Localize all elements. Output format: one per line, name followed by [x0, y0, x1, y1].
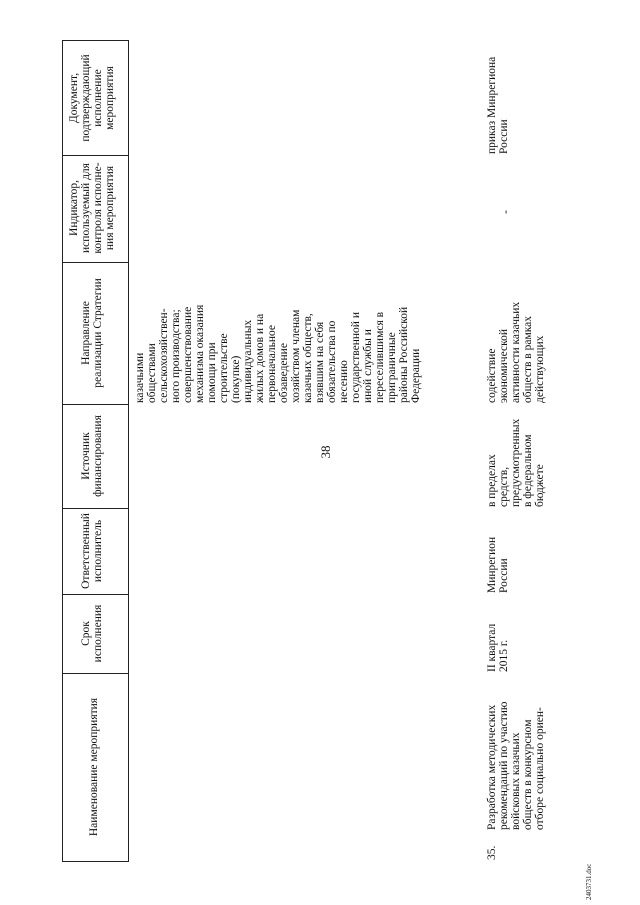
- row-35-direction: содействие экономической активности казачьих обществ в рамках действующих: [486, 301, 546, 403]
- row-35-indicator: -: [500, 210, 512, 214]
- row-35-responsible: Минрегион России: [486, 536, 510, 593]
- header-funding: Источник финансирования: [80, 415, 104, 497]
- row-35-number: 35.: [486, 845, 498, 860]
- row-35-term: II квартал 2015 г.: [486, 623, 510, 672]
- header-responsible: Ответственный исполнитель: [80, 513, 104, 589]
- row-35-doc: приказ Минрегиона России: [486, 56, 510, 154]
- table-bottom-edge: [62, 861, 129, 862]
- page-number: 38: [318, 445, 333, 459]
- row-continuation-direction: казачьими обществами сельскохозяйствен- ного производства; совершенствование механизма оказания помощи при строительстве (покупке) индивидуальных жилых домов и на первоначальное обзаведение хозяйством членам казачьих обществ, взявшим на себя обязательства по несению государственной и иной службы и переселившимся в приграничные районы Российской Федерации: [134, 304, 422, 403]
- header-row-divider: [128, 40, 129, 862]
- header-term: Срок исполнения: [80, 604, 104, 663]
- header-indicator: Индикатор, используемый для контроля исполне- ния мероприятия: [68, 162, 116, 254]
- header-direction: Направление реализации Стратегии: [80, 278, 104, 388]
- header-doc: Документ, подтверждающий исполнение мероприятия: [68, 54, 116, 142]
- table-border-left: [62, 40, 63, 862]
- header-name: Наименование мероприятия: [88, 697, 100, 837]
- row-35-name: Разработка методических рекомендаций по участию войсковых казачьих обществ в конкурсном отборе социально ориен-: [486, 701, 546, 830]
- row-35-funding: в пределах средств, предусмотренных в федеральном бюджете: [486, 418, 546, 507]
- footer-file-id: 2403731.doc: [585, 863, 593, 900]
